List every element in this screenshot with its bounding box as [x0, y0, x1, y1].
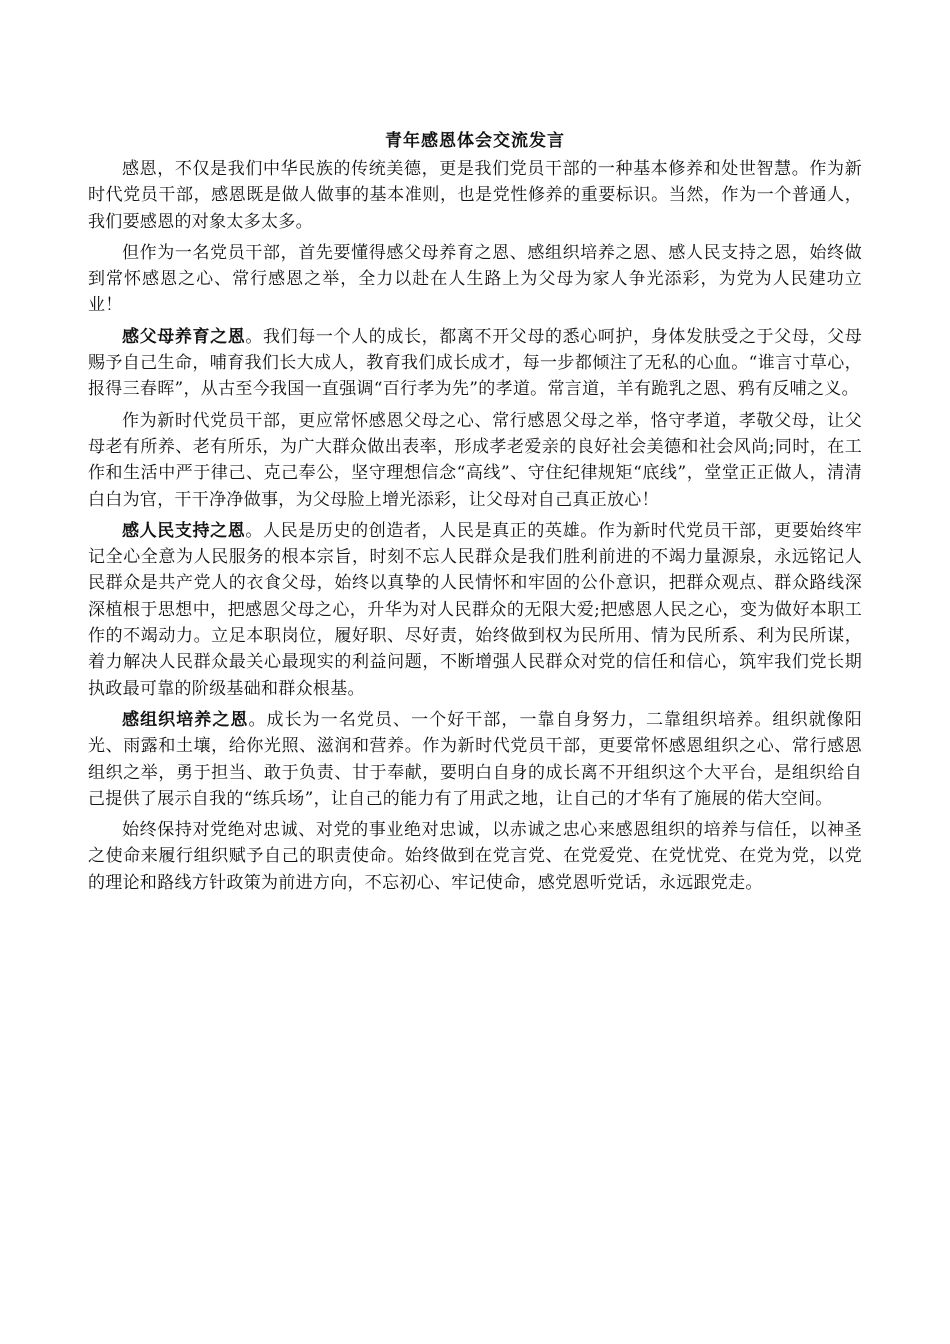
- document-page: [88, 128, 862, 901]
- paragraph-text: 。人民是历史的创造者，人民是真正的英雄。作为新时代党员干部，更要始终牢记全心全意为人民服务的根本宗旨，时刻不忘人民群众是我们胜利前进的不竭力量源泉，永远铭记人民群众是共产党人的衣食父母，始终以真挚的人民情怀和牢固的公仆意识，把群众观点、群众路线深深植根于思想中，把感恩父母之心，升华为对人民群众的无限大爱;把感恩人民之心，变为做好本职工作的不竭动力。立足本职岗位，履好职、尽好责，始终做到权为民所用、情为民所系、利为民所谋，着力解决人民群众最关心最现实的利益问题，不断增强人民群众对党的信任和信心，筑牢我们党长期执政最可靠的阶级基础和群众根基。: [88, 520, 862, 699]
- paragraph-conclusion: [88, 817, 862, 896]
- paragraph-organization: [88, 707, 862, 812]
- paragraph-parents: [88, 324, 862, 403]
- paragraph-text: 始终保持对党绝对忠诚、对党的事业绝对忠诚，以赤诚之忠心来感恩组织的培养与信任，以神圣之使命来履行组织赋予自己的职责使命。始终做到在党言党、在党爱党、在党忧党、在党为党，以党的理论和路线方针政策为前进方向，不忘初心、牢记使命，感党恩听党话，永远跟党走。: [88, 820, 862, 893]
- section-heading-organization: 感组织培养之恩: [122, 709, 249, 730]
- paragraph-parents-duty: [88, 408, 862, 513]
- paragraph-people: [88, 518, 862, 702]
- section-heading-people: 感人民支持之恩: [122, 520, 246, 541]
- document-title: 青年感恩体会交流发言: [385, 131, 565, 151]
- section-heading-parents: 感父母养育之恩: [122, 326, 246, 347]
- paragraph-intro: [88, 156, 862, 235]
- paragraph-text: 但作为一名党员干部，首先要懂得感父母养育之恩、感组织培养之恩、感人民支持之恩，始终做到常怀感恩之心、常行感恩之举，全力以赴在人生路上为父母为家人争光添彩，为党为人民建功立业！: [88, 242, 862, 316]
- paragraph-overview: [88, 240, 862, 319]
- paragraph-text: 。我们每一个人的成长，都离不开父母的悉心呵护，身体发肤受之于父母，父母赐予自己生命，哺育我们长大成人，教育我们成长成才，每一步都倾注了无私的心血。“谁言寸草心，报得三春晖”，从古至今我国一直强调“百行孝为先”的孝道。常言道，羊有跪乳之恩、鸦有反哺之义。: [88, 326, 862, 400]
- paragraph-text: 。成长为一名党员、一个好干部，一靠自身努力，二靠组织培养。组织就像阳光、雨露和土壤，给你光照、滋润和营养。作为新时代党员干部，更要常怀感恩组织之心、常行感恩组织之举，勇于担当、敢于负责、甘于奉献，要明白自身的成长离不开组织这个大平台，是组织给自己提供了展示自我的“练兵场”，让自己的能力有了用武之地，让自己的才华有了施展的偌大空间。: [88, 709, 862, 809]
- paragraph-text: 作为新时代党员干部，更应常怀感恩父母之心、常行感恩父母之举，恪守孝道，孝敬父母，让父母老有所养、老有所乐，为广大群众做出表率，形成孝老爱亲的良好社会美德和社会风尚;同时，在工作和生活中严于律己、克己奉公，坚守理想信念“高线”、守住纪律规矩“底线”，堂堂正正做人，清清白白为官，干干净净做事，为父母脸上增光添彩，让父母对自己真正放心！: [88, 410, 862, 510]
- paragraph-text: 感恩，不仅是我们中华民族的传统美德，更是我们党员干部的一种基本修养和处世智慧。作为新时代党员干部，感恩既是做人做事的基本准则，也是党性修养的重要标识。当然，作为一个普通人，我们要感恩的对象太多太多。: [88, 159, 862, 232]
